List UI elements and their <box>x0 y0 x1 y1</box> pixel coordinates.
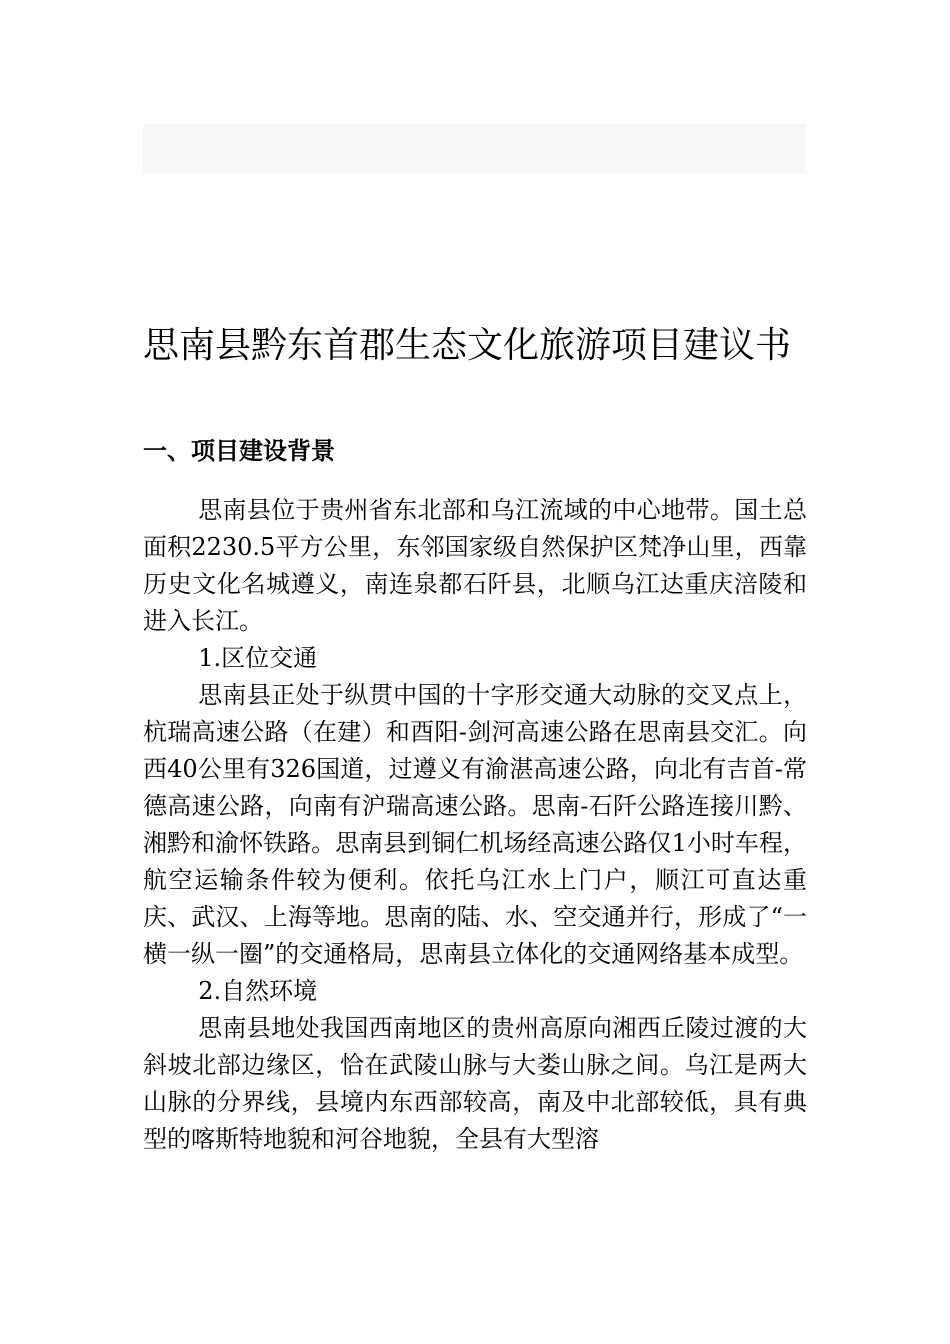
intro-paragraph: 思南县位于贵州省东北部和乌江流域的中心地带。国土总面积2230.5平方公里，东邻国家级自然保护区梵净山里，西靠历史文化名城遵义，南连泉都石阡县，北顺乌江达重庆涪陵和进入长江。 <box>143 496 807 635</box>
environment-paragraph: 思南县地处我国西南地区的贵州高原向湘西丘陵过渡的大斜坡北部边缘区，恰在武陵山脉与大娄山脉之间。乌江是两大山脉的分界线，县境内东西部较高，南及中北部较低，具有典型的喀斯特地貌和河谷地貌，全县有大型溶 <box>143 1014 807 1153</box>
section-heading: 一、项目建设背景 <box>143 436 335 465</box>
subheading-natural-environment: 2.自然环境 <box>198 977 318 1005</box>
document-title: 思南县黔东首郡生态文化旅游项目建议书 <box>143 325 792 366</box>
transport-paragraph: 思南县正处于纵贯中国的十字形交通大动脉的交叉点上，杭瑞高速公路（在建）和酉阳-剑河高速公路在思南县交汇。向西40公里有326国道，过遵义有渝湛高速公路，向北有吉首-常德高速公路，向南有沪瑞高速公路。思南-石阡公路连接川黔、湘黔和渝怀铁路。思南县到铜仁机场经高速公路仅1小时车程，航空运输条件较为便利。依托乌江水上门户，顺江可直达重庆、武汉、上海等地。思南的陆、水、空交通并行，形成了“一横一纵一圈”的交通格局，思南县立体化的交通网络基本成型。 <box>143 681 807 968</box>
document-body <box>143 433 807 1158</box>
subheading-location-transport: 1.区位交通 <box>198 644 318 672</box>
header-band <box>143 124 806 174</box>
